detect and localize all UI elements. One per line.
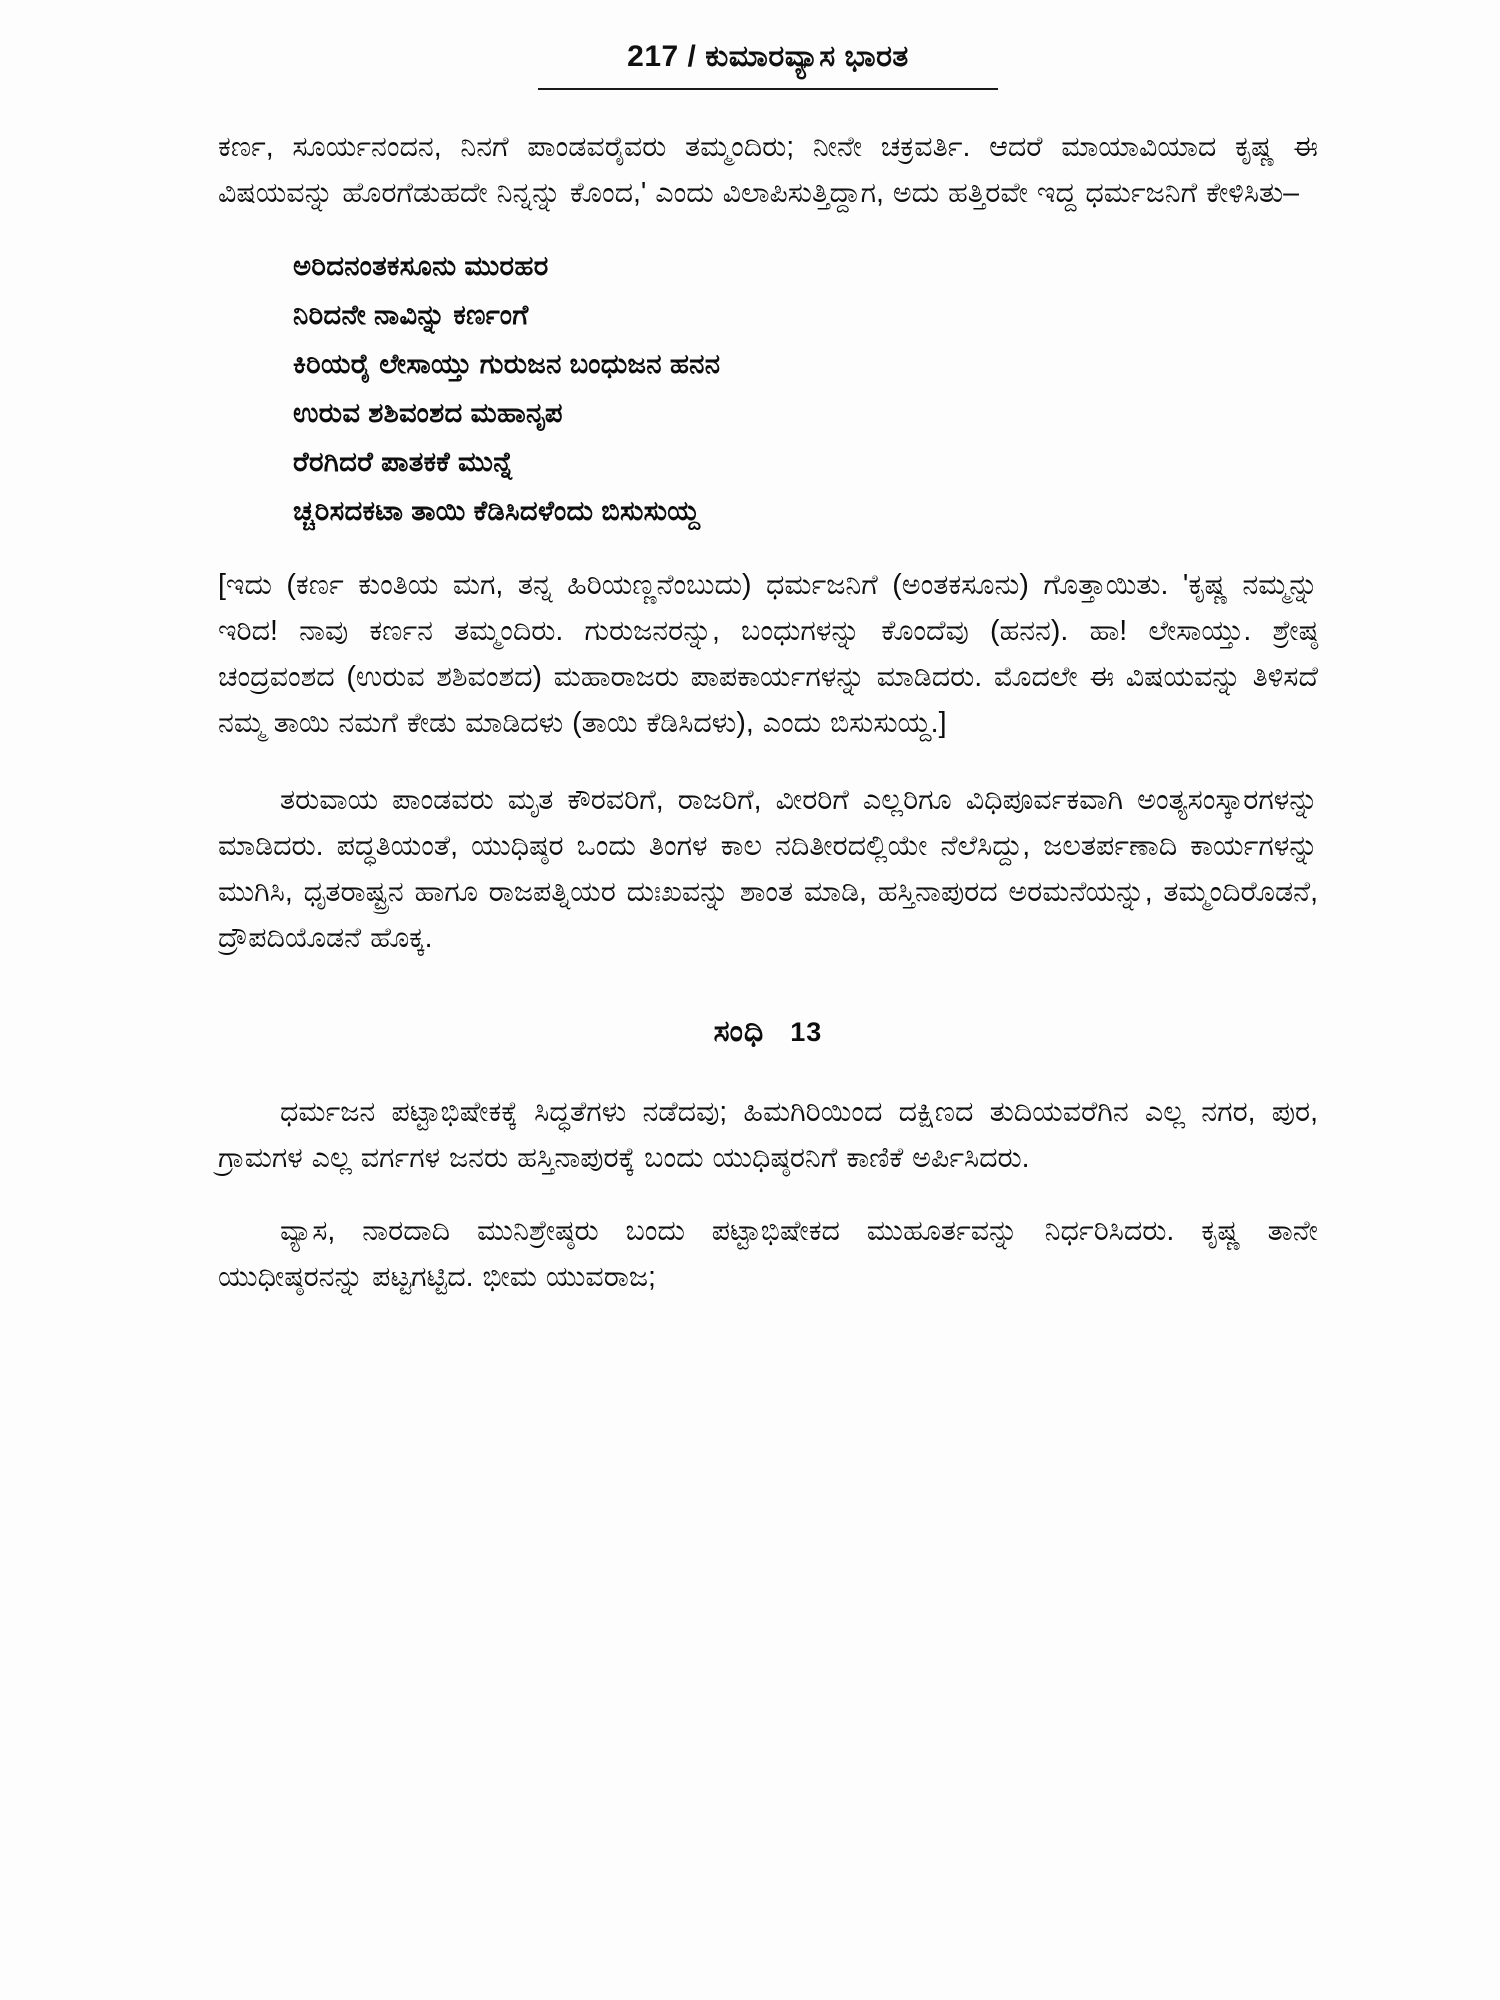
page-content	[218, 40, 1318, 1326]
paragraph-2: ತರುವಾಯ ಪಾಂಡವರು ಮೃತ ಕೌರವರಿಗೆ, ರಾಜರಿಗೆ, ವೀರರಿಗೆ ಎಲ್ಲರಿಗೂ ವಿಧಿಪೂರ್ವಕವಾಗಿ ಅಂತ್ಯಸಂಸ್ಕಾರಗಳನ್ನು ಮಾಡಿದರು. ಪದ್ಧತಿಯಂತೆ, ಯುಧಿಷ್ಠರ ಒಂದು ತಿಂಗಳ ಕಾಲ ನದಿತೀರದಲ್ಲಿಯೇ ನೆಲೆಸಿದ್ದು, ಜಲತರ್ಪಣಾದಿ ಕಾರ್ಯಗಳನ್ನು ಮುಗಿಸಿ, ಧೃತರಾಷ್ಟ್ರನ ಹಾಗೂ ರಾಜಪತ್ನಿಯರ ದುಃಖವನ್ನು ಶಾಂತ ಮಾಡಿ, ಹಸ್ತಿನಾಪುರದ ಅರಮನೆಯನ್ನು, ತಮ್ಮಂದಿರೊಡನೆ, ದ್ರೌಪದಿಯೊಡನೆ ಹೊಕ್ಕ.	[218, 783, 1318, 955]
page-header: 217 / ಕುಮಾರವ್ಯಾಸ ಭಾರತ	[627, 40, 909, 73]
verse-line-5: ರೆರಗಿದರೆ ಪಾತಕಕೆ ಮುನ್ನೆ	[293, 446, 514, 478]
verse-line-3: ಕಿರಿಯರೈ ಲೇಸಾಯ್ತು ಗುರುಜನ ಬಂಧುಜನ ಹನನ	[293, 348, 721, 380]
paragraph-1: ಕರ್ಣ, ಸೂರ್ಯನಂದನ, ನಿನಗೆ ಪಾಂಡವರೈವರು ತಮ್ಮಂದಿರು; ನೀನೇ ಚಕ್ರವರ್ತಿ. ಆದರೆ ಮಾಯಾವಿಯಾದ ಕೃಷ್ಣ ಈ ವಿಷಯವನ್ನು ಹೊರಗೆಡುಹದೇ ನಿನ್ನನ್ನು ಕೊಂದ,' ಎಂದು ವಿಲಾಪಿಸುತ್ತಿದ್ದಾಗ, ಅದು ಹತ್ತಿರವೇ ಇದ್ದ ಧರ್ಮಜನಿಗೆ ಕೇಳಿಸಿತು–	[218, 131, 1318, 210]
verse-line-1: ಅರಿದನಂತಕಸೂನು ಮುರಹರ	[293, 250, 549, 282]
verse-block	[218, 242, 1318, 536]
header-divider	[538, 88, 998, 90]
section-number: 13	[790, 1017, 823, 1048]
section-label: ಸಂಧಿ	[713, 1015, 765, 1049]
verse-line-6: ಚ್ಚರಿಸದಕಟಾ ತಾಯಿ ಕೆಡಿಸಿದಳೆಂದು ಬಿಸುಸುಯ್ದ	[293, 495, 700, 526]
paragraph-4: ವ್ಯಾಸ, ನಾರದಾದಿ ಮುನಿಶ್ರೇಷ್ಠರು ಬಂದು ಪಟ್ಟಾಭಿಷೇಕದ ಮುಹೂರ್ತವನ್ನು ನಿರ್ಧರಿಸಿದರು. ಕೃಷ್ಣ ತಾನೇ ಯುಧೀಷ್ಠರನನ್ನು ಪಟ್ಟಗಟ್ಟಿದ. ಭೀಮ ಯುವರಾಜ;	[218, 1214, 1318, 1293]
verse-line-4: ಉರುವ ಶಶಿವಂಶದ ಮಹಾನೃಪ	[293, 397, 563, 429]
paragraph-3: ಧರ್ಮಜನ ಪಟ್ಟಾಭಿಷೇಕಕ್ಕೆ ಸಿದ್ಧತೆಗಳು ನಡೆದವು; ಹಿಮಗಿರಿಯಿಂದ ದಕ್ಷಿಣದ ತುದಿಯವರೆಗಿನ ಎಲ್ಲ ನಗರ, ಪುರ, ಗ್ರಾಮಗಳ ಎಲ್ಲ ವರ್ಗಗಳ ಜನರು ಹಸ್ತಿನಾಪುರಕ್ಕೆ ಬಂದು ಯುಧಿಷ್ಠರನಿಗೆ ಕಾಣಿಕೆ ಅರ್ಪಿಸಿದರು.	[218, 1096, 1318, 1175]
gloss-paragraph: [ಇದು (ಕರ್ಣ ಕುಂತಿಯ ಮಗ, ತನ್ನ ಹಿರಿಯಣ್ಣನೆಂಬುದು) ಧರ್ಮಜನಿಗೆ (ಅಂತಕಸೂನು) ಗೊತ್ತಾಯಿತು. 'ಕೃಷ್ಣ ನಮ್ಮನ್ನು ಇರಿದ! ನಾವು ಕರ್ಣನ ತಮ್ಮಂದಿರು. ಗುರುಜನರನ್ನು, ಬಂಧುಗಳನ್ನು ಕೊಂದೆವು (ಹನನ). ಹಾ! ಲೇಸಾಯ್ತು. ಶ್ರೇಷ್ಠ ಚಂದ್ರವಂಶದ (ಉರುವ ಶಶಿವಂಶದ) ಮಹಾರಾಜರು ಪಾಪಕಾರ್ಯಗಳನ್ನು ಮಾಡಿದರು. ಮೊದಲೇ ಈ ವಿಷಯವನ್ನು ತಿಳಿಸದೆ ನಮ್ಮ ತಾಯಿ ನಮಗೆ ಕೇಡು ಮಾಡಿದಳು (ತಾಯಿ ಕೆಡಿಸಿದಳು), ಎಂದು ಬಿಸುಸುಯ್ದ.]	[218, 568, 1318, 740]
section-heading	[218, 1015, 1318, 1049]
verse-line-2: ನಿರಿದನೇ ನಾವಿನ್ನು ಕರ್ಣಂಗೆ	[293, 299, 529, 331]
